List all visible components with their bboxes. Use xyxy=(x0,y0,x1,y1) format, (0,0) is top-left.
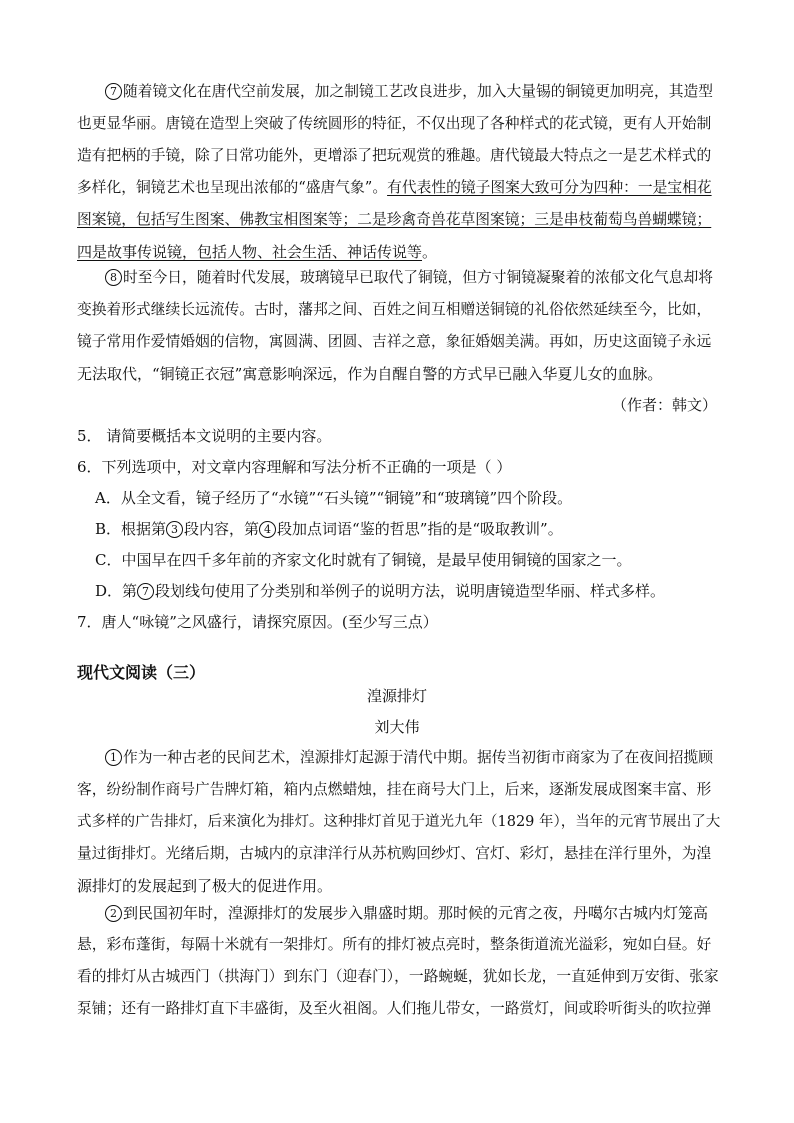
paragraph-number: 4 xyxy=(259,521,276,538)
article-title: 湟源排灯 xyxy=(366,687,427,705)
paragraph-line: 无法取代，“铜镜正衣冠”寓意影响深远，作为自醒自警的方式早已融入华夏儿女的血脉。 xyxy=(77,365,663,383)
paragraph-line: 量过街排灯。光绪后期，古城内的京津洋行从苏杭购回纱灯、宫灯、彩灯，悬挂在洋行里外，为湟 xyxy=(77,845,712,862)
paragraph-1 xyxy=(77,742,720,902)
option-a: A．从全文看，镜子经历了“水镜”“石头镜”“铜镜”和“玻璃镜”四个阶段。 xyxy=(95,489,573,507)
paragraph-number: 1 xyxy=(105,749,122,766)
article-author-note: （作者：韩文） xyxy=(611,396,717,414)
option-c: C．中国早在四千多年前的齐家文化时就有了铜镜，是最早使用铜镜的国家之一。 xyxy=(95,551,632,569)
option-b: B．根据第 3 段内容，第 4 段加点词语“鉴的哲思”指的是“吸取教训”。 xyxy=(95,520,563,538)
paragraph-line: 源排灯的发展起到了极大的促进作用。 xyxy=(77,877,333,895)
option-d: D．第 7 段划线句使用了分类别和举例子的说明方法，说明唐镜造型华丽、样式多样。 xyxy=(95,582,666,600)
article-author: 刘大伟 xyxy=(374,718,420,736)
paragraph-line: 式多样的广告排灯，后来演化为排灯。这种排灯首见于道光九年（1829 年），当年的元宵节展出了大 xyxy=(77,814,721,830)
paragraph-line: 悬，彩布蓬街，每隔十米就有一架排灯。所有的排灯被点亮时，整条街道流光溢彩，宛如白昼。好 xyxy=(77,936,712,953)
section-heading: 现代文阅读（三） xyxy=(77,663,206,682)
paragraph-2 xyxy=(77,897,720,1025)
paragraph-line: 看的排灯从古城西门（拱海门）到东门（迎春门），一路蜿蜒，犹如长龙，一直延伸到万安街、张家 xyxy=(77,968,719,985)
paragraph-8 xyxy=(77,262,720,390)
paragraph-number: 8 xyxy=(105,269,122,286)
paragraph-line: 2 到民国初年时，湟源排灯的发展步入鼎盛时期。那时候的元宵之夜，丹噶尔古城内灯笼高 xyxy=(77,897,720,929)
question-5: 5． 请简要概括本文说明的主要内容。 xyxy=(77,427,332,445)
paragraph-number: 7 xyxy=(105,83,122,100)
underlined-sentence: 图案镜，包括写生图案、佛教宝相图案等；二是珍禽奇兽花草图案镜；三是串枝葡萄鸟兽蝴蝶镜； xyxy=(77,211,712,228)
paragraph-number: 2 xyxy=(105,905,122,922)
paragraph-line: 四是故事传说镜，包括人物、社会生活、神话传说等。 xyxy=(77,243,438,261)
paragraph-number: 7 xyxy=(137,583,154,600)
paragraph-line: 1 作为一种古老的民间艺术，湟源排灯起源于清代中期。据传当初街市商家为了在夜间招揽顾 xyxy=(77,742,720,774)
paragraph-line: 8 时至今日，随着时代发展，玻璃镜早已取代了铜镜，但方寸铜镜凝聚着的浓郁文化气息却将 xyxy=(77,262,720,294)
paragraph-line: 多样化，铜镜艺术也呈现出浓郁的“盛唐气象”。有代表性的镜子图案大致可分为四种：一是宝相花 xyxy=(77,179,712,196)
paragraph-line: 客，纷纷制作商号广告牌灯箱，箱内点燃蜡烛，挂在商号大门上，后来，逐渐发展成图案丰富、形 xyxy=(77,781,712,798)
underlined-sentence: 四是故事传说镜，包括人物、社会生活、神话传说等 xyxy=(77,243,423,261)
paragraph-7 xyxy=(77,76,720,268)
paragraph-number: 3 xyxy=(166,521,183,538)
underlined-sentence: 有代表性的镜子图案大致可分为四种：一是宝相花 xyxy=(387,179,712,196)
question-6: 6．下列选项中，对文章内容理解和写法分析不正确的一项是（ ） xyxy=(77,458,512,476)
paragraph-line: 泵铺；还有一路排灯直下丰盛街，及至火祖阁。人们拖儿带女，一路赏灯，间或聆听街头的吹拉弹 xyxy=(77,1000,712,1017)
paragraph-line: 镜子常用作爱情婚姻的信物，寓圆满、团圆、吉祥之意，象征婚姻美满。再如，历史这面镜子永远 xyxy=(77,333,712,350)
question-7: 7．唐人“咏镜”之风盛行，请探究原因。(至少写三点） xyxy=(77,613,438,631)
paragraph-line: 造有把柄的手镜，除了日常功能外，更增添了把玩观赏的雅趣。唐代镜最大特点之一是艺术样式的 xyxy=(77,147,712,164)
paragraph-line: 变换着形式继续长远流传。古时，藩邦之间、百姓之间互相赠送铜镜的礼俗依然延续至今，比如， xyxy=(77,301,712,318)
paragraph-line: 也更显华丽。唐镜在造型上突破了传统圆形的特征，不仅出现了各种样式的花式镜，更有人开始制 xyxy=(77,115,712,132)
paragraph-line: 7 随着镜文化在唐代空前发展，加之制镜工艺改良进步，加入大量锡的铜镜更加明亮，其造型 xyxy=(77,76,720,108)
